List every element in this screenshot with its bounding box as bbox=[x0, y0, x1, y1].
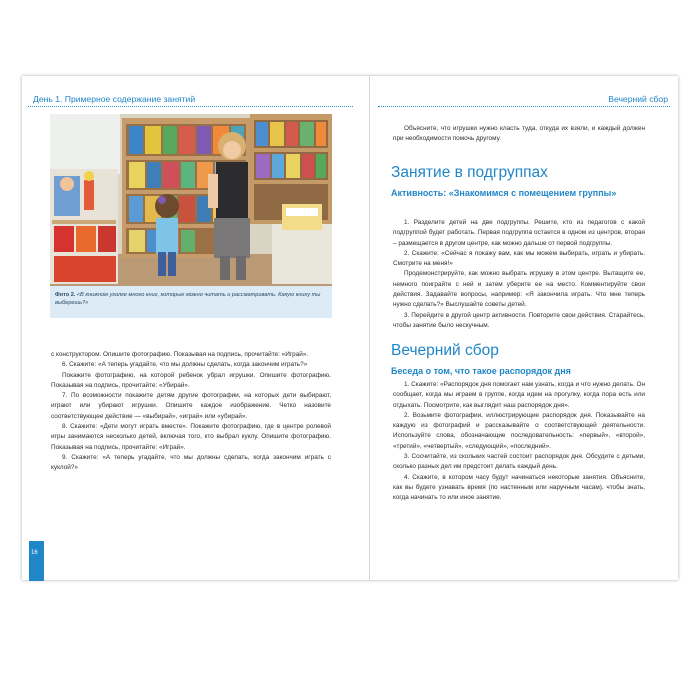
section-subheading-activity: Активность: «Знакомимся с помещением группы» bbox=[391, 188, 617, 198]
photo-box bbox=[50, 114, 332, 318]
right-header-rule bbox=[378, 106, 670, 107]
page-number: 16 bbox=[31, 550, 38, 556]
section-heading-subgroups: Занятие в подгруппах bbox=[391, 164, 548, 181]
photo-caption bbox=[55, 291, 327, 307]
subgroups-paragraph: 2. Скажите: «Сейчас я покажу вам, как мы можем выбирать, играть и убирать. Смотрите на меня!» bbox=[393, 249, 645, 268]
evening-body-text bbox=[393, 380, 645, 504]
subgroups-paragraph: 1. Разделите детей на две подгруппы. Решите, кто из педагогов с какой подгруппой будет работать. Первая подгруппа остается в одном из центров, вторая – размещается в другом центре, как можно дальше от первой подгруппы. bbox=[393, 219, 645, 247]
subgroups-body-text bbox=[393, 218, 645, 331]
left-page bbox=[22, 76, 369, 580]
right-page bbox=[370, 76, 678, 580]
left-header-rule bbox=[28, 106, 353, 107]
intro-text bbox=[393, 124, 645, 145]
left-paragraph: Покажите фотографию, на которой ребенок убрал игрушки. Опишите фотографию. Показывая на подпись, прочитайте: «Убирай». bbox=[51, 371, 331, 389]
section-subheading-routine: Беседа о том, что такое распорядок дня bbox=[391, 366, 571, 376]
subgroups-paragraph: Продемонстрируйте, как можно выбрать игрушку в этом центре. Вытащите ее, немного поиграйте с ней и затем уберите ее на место. Комментируйте свои действия. Задавайте вопросы, например: «Я закончила играть. Что мне теперь нужно сделать?» Выслушайте советы детей. bbox=[393, 270, 645, 309]
evening-paragraph: 3. Сосчитайте, из скольких частей состоит распорядок дня. Обсудите с детьми, сколько разных дел им предстоит делать каждый день. bbox=[393, 453, 645, 471]
evening-paragraph: 4. Скажите, в котором часу будут начинаться некоторые занятия. Объясните, как вы будете узнавать время (по настенным или наручным часам), чтобы знать, когда начинать то или иное занятие. bbox=[393, 473, 645, 502]
left-paragraph: 9. Скажите: «А теперь угадайте, что мы должны сделать, когда закончим играть с куклой?» bbox=[51, 453, 331, 472]
right-running-head: Вечерний сбор bbox=[608, 94, 668, 104]
left-body-text bbox=[51, 350, 331, 474]
intro-paragraph: Объясните, что игрушки нужно класть туда, откуда их взяли, и каждый должен при необходимости помочь другому. bbox=[393, 125, 645, 143]
caption-label: Фото 2. bbox=[55, 292, 76, 298]
evening-paragraph: 1. Скажите: «Распорядок дня помогает нам узнать, когда и что нужно делать. Он сообщает, когда мы играем в группе, когда идем на прогулку, когда пора есть или отдыхать. Посмотрите, как выглядит наш распорядок дня». bbox=[393, 381, 645, 409]
left-running-head: День 1. Примерное содержание занятий bbox=[33, 94, 196, 104]
left-paragraph: с конструктором. Опишите фотографию. Показывая на подпись, прочитайте: «Играй». bbox=[51, 351, 309, 358]
subgroups-paragraph: 3. Перейдите в другой центр активности. Повторите свои действия. Старайтесь, чтобы занятие было нескучным. bbox=[393, 311, 645, 329]
page-number-tab bbox=[29, 541, 44, 581]
book-spread bbox=[22, 76, 678, 580]
classroom-photo bbox=[50, 114, 332, 286]
left-paragraph: 6. Скажите: «А теперь угадайте, что мы должны сделать, когда закончим играть?» bbox=[62, 361, 308, 369]
left-paragraph: 8. Скажите: «Дети могут играть вместе». Покажите фотографию, где в центре ролевой игры занимаются несколько детей, включая того, кто выбрал куклу. Опишите фотографию. Показывая на подпись, прочитайте: «Играй». bbox=[51, 423, 331, 451]
caption-text: «В книжном уголке много книг, которые можно читать и рассматривать. Какую книгу ты выберешь?» bbox=[55, 292, 321, 306]
evening-paragraph: 2. Возьмите фотографии, иллюстрирующие распорядок дня. Показывайте на каждую из фотографий и рассказывайте о соответствующей деятельности. Используйте слова, обозначающие последовательность: «первый», «второй», «третий», «четвертый», «следующий», «последний». bbox=[393, 411, 645, 450]
section-heading-evening: Вечерний сбор bbox=[391, 342, 499, 359]
left-paragraph: 7. По возможности покажите детям другие фотографии, на которых дети выбирают, играют или убирают игрушки. Опишите каждое изображение. Четко назовите соответствующее действие — «выбирай», «играй» или «убирай». bbox=[51, 392, 331, 420]
